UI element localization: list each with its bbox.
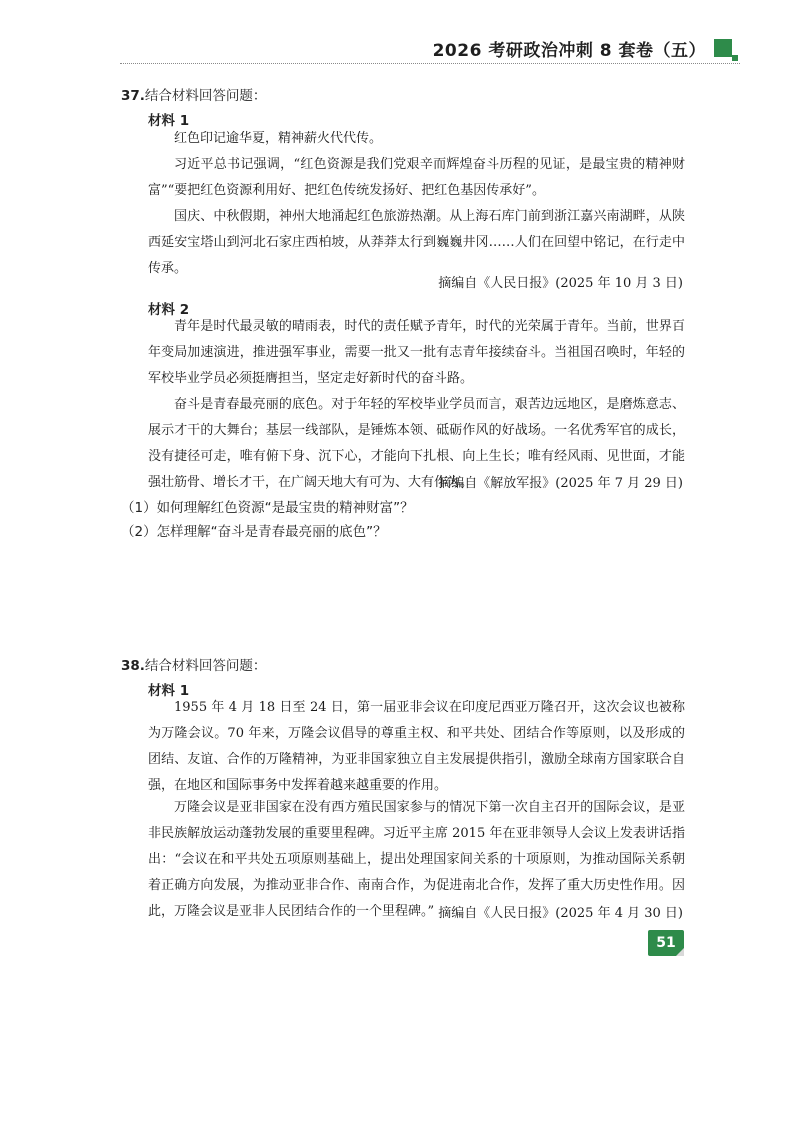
q38-m1-paragraph: 1955 年 4 月 18 日至 24 日，第一届亚非会议在印度尼西亚万隆召开，这次会议也被称为万隆会议。70 年来，万隆会议倡导的尊重主权、和平共处、团结合作等原则，以及形成的团结、友谊、合作的万隆精神，为亚非国家独立自主发展提供指引，激励全球南方国家联合自强，在地区和国际事务中发挥着越来越重要的作用。 — [148, 700, 685, 793]
header-divider — [120, 63, 740, 64]
page-header — [433, 36, 732, 60]
question-38-number: 38. — [121, 658, 145, 674]
question-37-title — [121, 84, 266, 104]
q38-m1-source: 摘编自《人民日报》(2025 年 4 月 30 日) — [438, 906, 683, 921]
header-decoration-square — [714, 39, 732, 57]
q37-m1-source: 摘编自《人民日报》(2025 年 10 月 3 日) — [438, 276, 683, 291]
question-37-number: 37. — [121, 88, 145, 104]
q37-m1-paragraph: 习近平总书记强调，“红色资源是我们党艰辛而辉煌奋斗历程的见证，是最宝贵的精神财富”“要把红色资源利用好、把红色传统发扬好、把红色基因传承好”。 — [148, 157, 685, 198]
q37-sub-question-1: （1）如何理解红色资源“是最宝贵的精神财富”？ — [121, 500, 414, 516]
q37-material-2-label: 材料 2 — [148, 302, 190, 318]
q37-m2-paragraph: 青年是时代最灵敏的晴雨表，时代的责任赋予青年，时代的光荣属于青年。当前，世界百年变局加速演进，推进强军事业，需要一批又一批有志青年接续奋斗。当祖国召唤时，年轻的军校毕业学员必须挺膺担当，坚定走好新时代的奋斗路。 — [148, 319, 685, 386]
question-38-title — [121, 654, 266, 674]
q37-m1-paragraph: 红色印记逾华夏，精神薪火代代传。 — [174, 131, 383, 146]
page-number-badge: 51 — [648, 930, 684, 956]
q37-m2-paragraph: 奋斗是青春最亮丽的底色。对于年轻的军校毕业学员而言，艰苦边远地区，是磨炼意志、展示才干的大舞台；基层一线部队，是锤炼本领、砥砺作风的好战场。一名优秀军官的成长，没有捷径可走，唯有俯下身、沉下心，才能向下扎根、向上生长；唯有经风雨、见世面，才能强壮筋骨、增长才干，在广阔天地大有可为、大有作为。 — [148, 397, 685, 490]
q38-material-1-label: 材料 1 — [148, 683, 190, 699]
header-title: 2026 考研政治冲刺 8 套卷（五） — [432, 40, 706, 61]
question-37-prompt: 结合材料回答问题： — [144, 88, 267, 104]
q37-material-1-label: 材料 1 — [148, 113, 190, 129]
question-38-prompt: 结合材料回答问题： — [144, 658, 267, 674]
q37-sub-question-2: （2）怎样理解“奋斗是青春最亮丽的底色”？ — [121, 524, 387, 540]
q37-m2-source: 摘编自《解放军报》(2025 年 7 月 29 日) — [438, 476, 683, 491]
q38-m1-paragraph: 万隆会议是亚非国家在没有西方殖民国家参与的情况下第一次自主召开的国际会议，是亚非民族解放运动蓬勃发展的重要里程碑。习近平主席 2015 年在亚非领导人会议上发表讲话指出：“会议在和平共处五项原则基础上，提出处理国家间关系的十项原则，为推动国际关系朝着正确方向发展，为推动亚非合作、南南合作，为促进南北合作，发挥了重大历史性作用。因此，万隆会议是亚非人民团结合作的一个里程碑。” — [148, 800, 685, 919]
q37-m1-paragraph: 国庆、中秋假期，神州大地涌起红色旅游热潮。从上海石库门前到浙江嘉兴南湖畔，从陕西延安宝塔山到河北石家庄西柏坡，从莽莽太行到巍巍井冈……人们在回望中铭记，在行走中传承。 — [148, 209, 685, 276]
